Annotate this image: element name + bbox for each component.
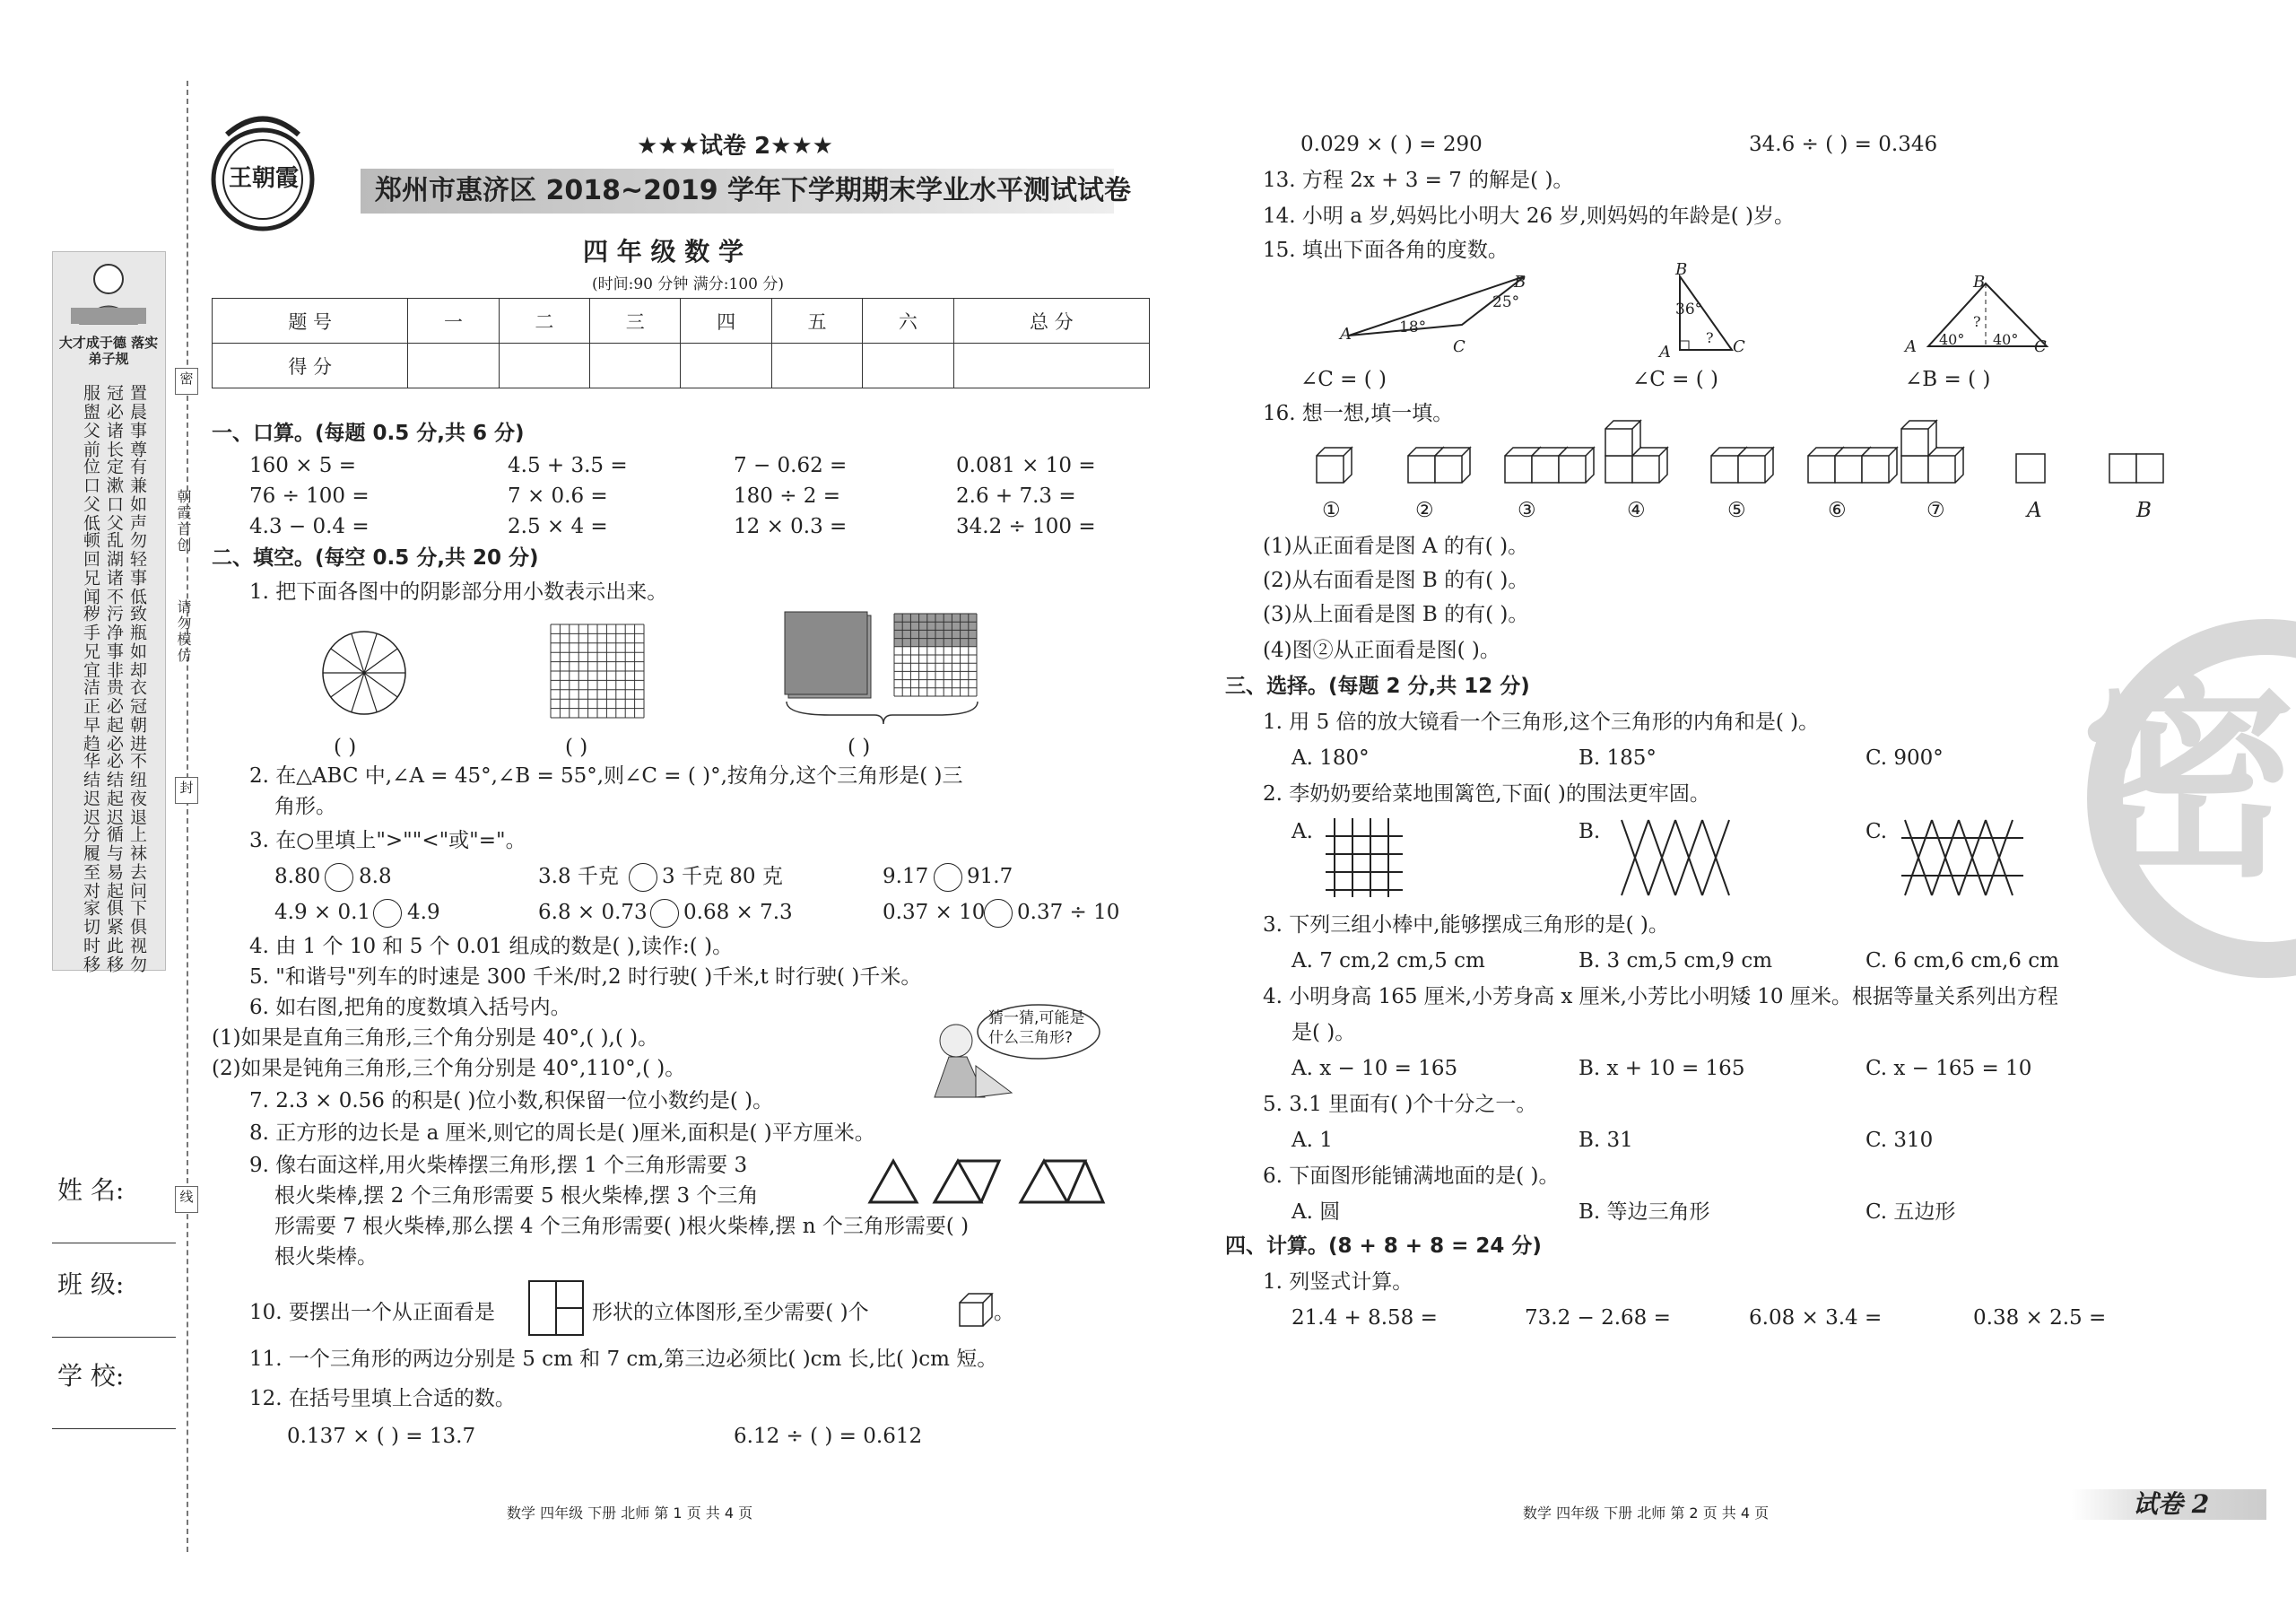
score-table [212,298,1150,388]
q2-16-2: (2)从右面看是图 B 的有( )。 [1263,569,1529,592]
score-head-2: 二 [499,299,589,344]
compare-circle[interactable] [650,899,679,928]
cube-icon [958,1292,994,1328]
q2-7: 7. 2.3 × 0.56 的积是( )位小数,积保留一位小数约是( )。 [249,1089,774,1112]
binding-dashed-line [187,81,188,1552]
section3-heading: 三、选择。(每题 2 分,共 12 分) [1225,675,1530,698]
q3-4: 4. 小明身高 165 厘米,小芳身高 x 厘米,小芳比小明矮 10 厘米。根据等量关系列出方程 [1263,985,2058,1008]
q3-5: 5. 3.1 里面有( )个十分之一。 [1263,1093,1537,1116]
calc-item: 7 − 0.62 = [734,454,848,477]
compare-left: 4.9 × 0.1 [274,901,371,924]
q2-16-4: (4)图②从正面看是图( )。 [1263,639,1500,662]
q2-5: 5. "和谐号"列车的时速是 300 千米/时,2 时行驶( )千米,t 时行驶( )千米。 [249,965,922,989]
calc-item: 76 ÷ 100 = [249,484,370,508]
watermark-glyph: 密 [2081,655,2296,906]
footer-tag: 试卷 2 [2133,1489,2210,1519]
fence-grid-figure [1322,815,1412,901]
calc-item: 0.081 × 10 = [956,454,1096,477]
q3-4-opt-a[interactable]: A. x − 10 = 165 [1292,1057,1458,1080]
compare-right: 91.7 [967,865,1013,888]
tri2-angle-b: 36° [1675,301,1703,318]
name-label: 姓 名: [57,1175,125,1205]
score-head-4: 四 [681,299,771,344]
tri1-B: B [1514,273,1526,292]
q2-10: 10. 要摆出一个从正面看是 [249,1301,495,1324]
figure-label: ② [1415,499,1434,522]
front-view-shape [527,1279,585,1337]
motto-column: 必结起迟 [104,752,124,827]
motto-column: 置晨事尊 [127,384,147,459]
q2-1-blank-c[interactable]: ( ) [848,736,871,759]
school-field[interactable] [52,1428,176,1429]
calc-item: 160 × 5 = [249,454,357,477]
score-head-1: 一 [408,299,499,344]
q2-16-1: (1)从正面看是图 A 的有( )。 [1263,535,1529,558]
q2-1-blank-b[interactable]: ( ) [565,736,588,759]
motto-column: 勿轻事低 [127,531,147,606]
tri2-B: B [1675,260,1688,279]
q2-12-c: 0.029 × ( ) = 290 [1300,133,1483,156]
calc-item: 34.2 ÷ 100 = [956,515,1096,538]
q2-12-a: 0.137 × ( ) = 13.7 [287,1425,476,1448]
motto-column: 家切时移 [81,899,100,974]
q2-9-line2: 根火柴棒,摆 2 个三角形需要 5 根火柴棒,摆 3 个三角 [274,1184,759,1208]
motto-column: 秽手兄宜 [81,605,100,680]
tri3-B: B [1973,273,1986,292]
school-label: 学 校: [57,1361,125,1391]
figure-label: ① [1322,499,1341,522]
figure-label: A [2027,499,2042,522]
figure-label: ③ [1518,499,1536,522]
q2-1-blank-a[interactable]: ( ) [334,736,357,759]
compare-circle[interactable] [629,863,657,892]
q2-9-line3: 形需要 7 根火柴棒,那么摆 4 个三角形需要( )根火柴棒,摆 n 个三角形需要( ) [274,1215,970,1238]
q3-6: 6. 下面图形能铺满地面的是( )。 [1263,1164,1560,1188]
tri1-angle-b: 25° [1492,293,1520,311]
score-head-3: 三 [590,299,681,344]
tri1-angle-a: 18° [1399,318,1427,336]
q2-13: 13. 方程 2x + 3 = 7 的解是( )。 [1263,169,1574,192]
motto-column: 污净事非 [104,605,124,680]
section1-heading: 一、口算。(每题 0.5 分,共 6 分) [212,422,525,445]
time-note: (时间:90 分钟 满分:100 分) [592,275,785,293]
motto-column: 上袜去问 [127,825,147,901]
exam-title: 郑州市惠济区 2018~2019 学年下学期期末学业水平测试试卷 [375,175,1132,206]
compare-left: 9.17 [883,865,929,888]
compare-right: 3 千克 80 克 [662,865,783,888]
footer-right: 数学 四年级 下册 北师 第 2 页 共 4 页 [1523,1505,1770,1522]
compare-left: 8.80 [274,865,321,888]
q15-answer-1: ∠C = ( ) [1300,368,1387,391]
compare-left: 3.8 千克 [538,865,619,888]
q2-14: 14. 小明 a 岁,妈妈比小明大 26 岁,则妈妈的年龄是( )岁。 [1263,205,1795,228]
speech-bubble: 猜一猜,可能是什么三角形? [988,1009,1085,1047]
score-head-5: 五 [771,299,862,344]
q2-4: 4. 由 1 个 10 和 5 个 0.01 组成的数是( ),读作:( )。 [249,935,734,958]
section2-heading: 二、填空。(每空 0.5 分,共 20 分) [212,546,539,570]
q2-10-cont: 形状的立体图形,至少需要( )个 [592,1301,869,1324]
compare-right: 8.8 [359,865,392,888]
q2-15: 15. 填出下面各角的度数。 [1263,239,1509,262]
tri2-question: ? [1706,329,1714,346]
q2-2: 2. 在△ABC 中,∠A = 45°,∠B = 55°,则∠C = ( )°,按角分,这个三角形是( )三 [249,764,963,788]
calc-item: 2.5 × 4 = [508,515,608,538]
q2-16: 16. 想一想,填一填。 [1263,402,1454,425]
paper-tag: ★★★试卷 2★★★ [637,133,833,160]
motto-top: 大才成于德 落实弟子规 [58,335,159,367]
fence-diagonal-figure [1614,815,1749,901]
q3-1-opt-c[interactable]: C. 900° [1866,746,1944,770]
compare-left: 0.37 × 10 [883,901,986,924]
q15-answer-2: ∠C = ( ) [1632,368,1719,391]
matchstick-triangles [866,1157,1126,1208]
motto-column: 乱湖诸不 [104,531,124,606]
q3-3-opt-b[interactable]: B. 3 cm,5 cm,9 cm [1578,949,1773,973]
calc-item: 4.5 + 3.5 = [508,454,628,477]
figure-label: ⑤ [1727,499,1746,522]
q3-6-opt-c[interactable]: C. 五边形 [1866,1200,1956,1224]
motto-column: 位口父低 [81,458,100,533]
subject-title: 四 年 级 数 学 [583,237,744,266]
q3-4-opt-b[interactable]: B. x + 10 = 165 [1578,1057,1745,1080]
tri2-A: A [1659,343,1671,362]
q3-2-opt-c[interactable]: C. [1866,820,1888,843]
motto-column: 冠必诸长 [104,384,124,459]
tri3-question: ? [1973,313,1981,330]
q2-3: 3. 在○里填上">""<"或"="。 [249,829,526,852]
logo-text: 王朝霞 [229,165,300,192]
section4-heading: 四、计算。(8 + 8 + 8 = 24 分) [1225,1234,1542,1258]
q2-1: 1. 把下面各图中的阴影部分用小数表示出来。 [249,580,668,604]
score-cell[interactable] [681,344,771,388]
score-cell[interactable] [953,344,1149,388]
calc-vertical-b: 73.2 − 2.68 = [1525,1306,1671,1330]
q2-12-b: 6.12 ÷ ( ) = 0.612 [734,1425,923,1448]
q3-5-opt-a[interactable]: A. 1 [1292,1129,1333,1152]
q3-4-opt-c[interactable]: C. x − 165 = 10 [1866,1057,2032,1080]
q15-answer-3: ∠B = ( ) [1905,368,1991,391]
q3-1-opt-a[interactable]: A. 180° [1292,746,1370,770]
motto-column: 服盥父前 [81,384,100,459]
tri3-angle-a: 40° [1939,331,1965,348]
score-head-6: 六 [863,299,953,344]
hundred-grid-figure [549,623,648,721]
class-label: 班 级: [57,1269,125,1299]
view-A-square [2016,454,2045,483]
solid-figures-row [1309,422,2206,502]
q2-9: 9. 像右面这样,用火柴棒摆三角形,摆 1 个三角形需要 3 [249,1154,748,1177]
motto-column: 洁正早趋 [81,678,100,754]
q3-1: 1. 用 5 倍的放大镜看一个三角形,这个三角形的内角和是( )。 [1263,711,1820,734]
figure-label: ④ [1627,499,1646,522]
motto-column: 顿回兄闻 [81,531,100,606]
figure-label: ⑥ [1828,499,1847,522]
tri3-angle-c: 40° [1993,331,2019,348]
score-cell[interactable] [863,344,953,388]
q2-6-1: (1)如果是直角三角形,三个角分别是 40°,( ),( )。 [212,1026,659,1050]
compare-right: 4.9 [407,901,440,924]
q3-6-opt-a[interactable]: A. 圆 [1292,1200,1341,1224]
motto-column: 华结迟迟 [81,752,100,827]
circle-figure [319,628,409,718]
tri1-A: A [1340,325,1352,344]
q2-11: 11. 一个三角形的两边分别是 5 cm 和 7 cm,第三边必须比( )cm 长,比( )cm 短。 [249,1348,998,1371]
q3-2: 2. 李奶奶要给菜地围篱笆,下面( )的围法更牢固。 [1263,782,1710,806]
figure-label: ⑦ [1926,499,1945,522]
compare-circle[interactable] [325,863,353,892]
motto-column: 分履至对 [81,825,100,901]
calc-vertical-c: 6.08 × 3.4 = [1749,1306,1883,1330]
motto-column: 不纽夜退 [127,752,147,827]
q3-3-opt-c[interactable]: C. 6 cm,6 cm,6 cm [1866,949,2059,973]
motto-column: 致瓶如却 [127,605,147,680]
calc-item: 12 × 0.3 = [734,515,848,538]
two-grids-figure [785,612,982,728]
motto-column: 循与易起 [104,825,124,901]
score-cell[interactable] [590,344,681,388]
calc-vertical-d: 0.38 × 2.5 = [1973,1306,2107,1330]
q2-2-cont: 角形。 [274,795,336,818]
tri1-C: C [1453,337,1465,356]
class-field[interactable] [52,1337,176,1338]
q3-3-opt-a[interactable]: A. 7 cm,2 cm,5 cm [1292,949,1485,973]
figure-label: B [2136,499,2152,522]
score-head-0: 题 号 [213,299,408,344]
seal-mark-2: 封 [175,777,198,804]
compare-right: 0.68 × 7.3 [683,901,793,924]
motto-column: 俱紧此移 [104,899,124,974]
calc-vertical-a: 21.4 + 8.58 = [1292,1306,1438,1330]
q2-12: 12. 在括号里填上合适的数。 [249,1387,516,1410]
motto-column: 衣冠朝进 [127,678,147,754]
score-cell[interactable] [499,344,589,388]
q2-6: 6. 如右图,把角的度数填入括号内。 [249,996,571,1019]
calc-item: 2.6 + 7.3 = [956,484,1076,508]
scholar-icon [53,252,165,333]
compare-left: 6.8 × 0.73 [538,901,648,924]
seal-mark-3: 线 [175,1186,198,1213]
q3-2-opt-a[interactable]: A. [1292,820,1313,843]
compare-circle[interactable] [984,899,1013,928]
q2-9-line4: 根火柴棒。 [274,1245,378,1269]
note-original: 朝霞首创 [175,489,192,554]
score-label: 得 分 [213,344,408,388]
q3-5-opt-c[interactable]: C. 310 [1866,1129,1934,1152]
q3-6-opt-b[interactable]: B. 等边三角形 [1578,1200,1710,1224]
tri2-C: C [1733,337,1745,356]
tri3-A: A [1905,337,1917,356]
compare-right: 0.37 ÷ 10 [1017,901,1120,924]
footer-left: 数学 四年级 下册 北师 第 1 页 共 4 页 [507,1505,753,1522]
motto-column: 有兼如声 [127,458,147,533]
q2-12-d: 34.6 ÷ ( ) = 0.346 [1749,133,1938,156]
motto-column: 定漱口父 [104,458,124,533]
motto-column: 贵必起必 [104,678,124,754]
q2-8: 8. 正方形的边长是 a 厘米,则它的周长是( )厘米,面积是( )平方厘米。 [249,1121,875,1145]
q2-16-3: (3)从上面看是图 B 的有( )。 [1263,603,1529,626]
note-no-copy: 请勿模仿 [175,599,192,664]
calc-item: 4.3 − 0.4 = [249,515,370,538]
q3-3: 3. 下列三组小棒中,能够摆成三角形的是( )。 [1263,913,1669,937]
score-head-7: 总 分 [953,299,1149,344]
q3-5-opt-b[interactable]: B. 31 [1578,1129,1633,1152]
q2-6-2: (2)如果是钝角三角形,三个角分别是 40°,110°,( )。 [212,1057,686,1080]
q3-2-opt-b[interactable]: B. [1578,820,1601,843]
score-cell[interactable] [408,344,499,388]
score-cell[interactable] [771,344,862,388]
q3-1-opt-b[interactable]: B. 185° [1578,746,1657,770]
compare-circle[interactable] [373,899,402,928]
motto-column: 下俱视勿 [127,899,147,974]
calc-item: 7 × 0.6 = [508,484,608,508]
seal-mark-1: 密 [175,368,198,395]
tri3-C: C [2034,337,2047,356]
q4-1: 1. 列竖式计算。 [1263,1270,1413,1294]
calc-item: 180 ÷ 2 = [734,484,841,508]
compare-circle[interactable] [934,863,962,892]
q2-10-end: 。 [994,1301,1014,1324]
q3-4-cont: 是( )。 [1292,1021,1356,1044]
